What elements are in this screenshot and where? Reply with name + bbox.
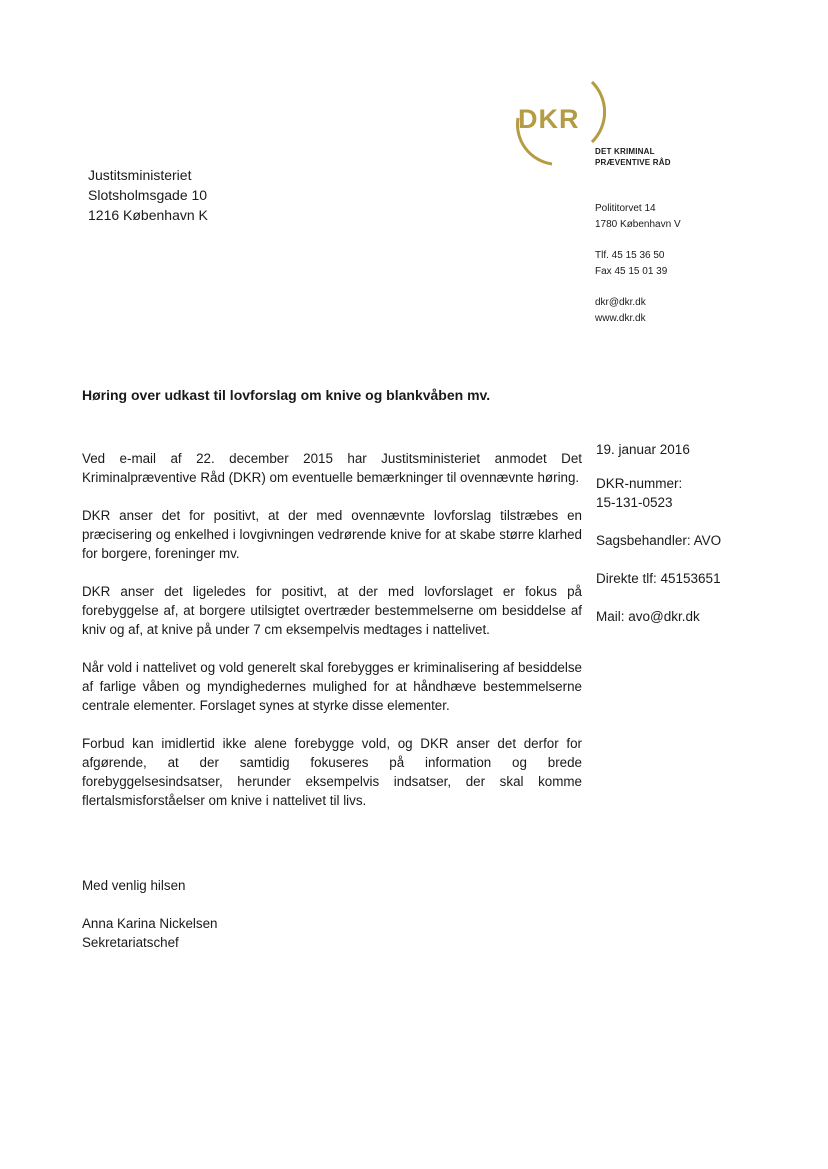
case-info bbox=[596, 440, 721, 626]
signer-name: Anna Karina Nickelsen bbox=[82, 916, 218, 931]
recipient-address bbox=[88, 165, 208, 225]
body-paragraph: Forbud kan imidlertid ikke alene forebygge vold, og DKR anser det derfor for afgørende, at der samtidig fokuseres på information og brede forebyggelsesindsatser, herunder eksempelvis indsatser, der skal komme flertalsmisforståelser om knive i nattelivet til livs. bbox=[82, 736, 582, 808]
body-paragraph: Når vold i nattelivet og vold generelt skal forebygges er kriminalisering af besiddelse af farlige våben og myndighedernes mulighed for at håndhæve bestemmelserne centrale elementer. Forslaget synes at styrke disse elementer. bbox=[82, 660, 582, 713]
sender-street: Polititorvet 14 bbox=[595, 203, 656, 214]
body-paragraph: Ved e-mail af 22. december 2015 har Justitsministeriet anmodet Det Kriminalpræventive Råd (DKR) om eventuelle bemærkninger til ovennævnte høring. bbox=[82, 451, 582, 485]
letter-date: 19. januar 2016 bbox=[596, 442, 690, 457]
sender-fax: Fax 45 15 01 39 bbox=[595, 266, 668, 277]
recipient-city: 1216 København K bbox=[88, 207, 208, 223]
letter-subject: Høring over udkast til lovforslag om knive og blankvåben mv. bbox=[82, 387, 491, 403]
letter-body bbox=[82, 449, 582, 829]
sender-web: www.dkr.dk bbox=[595, 313, 646, 324]
logo-subtitle-line2: PRÆVENTIVE RÅD bbox=[595, 158, 671, 167]
case-number: 15-131-0523 bbox=[596, 495, 673, 510]
logo-text: DKR bbox=[518, 104, 580, 134]
body-paragraph: DKR anser det ligeledes for positivt, at der med lovforslaget er fokus på forebyggelse af, at borgere utilsigtet overtræder bestemmelserne om besiddelse af kniv og af, at knive på under 7 cm eksempelvis medtages i nattelivet. bbox=[82, 584, 582, 637]
closing-greeting: Med venlig hilsen bbox=[82, 878, 186, 893]
recipient-street: Slotsholmsgade 10 bbox=[88, 187, 208, 203]
sender-info bbox=[595, 201, 681, 327]
case-number-label: DKR-nummer: bbox=[596, 476, 683, 491]
sender-phone: Tlf. 45 15 36 50 bbox=[595, 250, 665, 261]
dkr-logo bbox=[508, 78, 608, 168]
recipient-name: Justitsministeriet bbox=[88, 167, 192, 183]
logo-subtitle bbox=[595, 146, 671, 168]
direct-phone: Direkte tlf: 45153651 bbox=[596, 571, 721, 586]
letter-closing bbox=[82, 876, 217, 952]
sender-email: dkr@dkr.dk bbox=[595, 297, 646, 308]
case-handler: Sagsbehandler: AVO bbox=[596, 533, 722, 548]
logo-subtitle-line1: DET KRIMINAL bbox=[595, 147, 655, 156]
sender-city: 1780 København V bbox=[595, 219, 681, 230]
signer-title: Sekretariatschef bbox=[82, 935, 179, 950]
contact-mail: Mail: avo@dkr.dk bbox=[596, 609, 700, 624]
body-paragraph: DKR anser det for positivt, at der med ovennævnte lovforslag tilstræbes en præcisering og enkelhed i lovgivningen vedrørende knive for at skabe større klarhed for borgere, foreninger mv. bbox=[82, 508, 582, 561]
